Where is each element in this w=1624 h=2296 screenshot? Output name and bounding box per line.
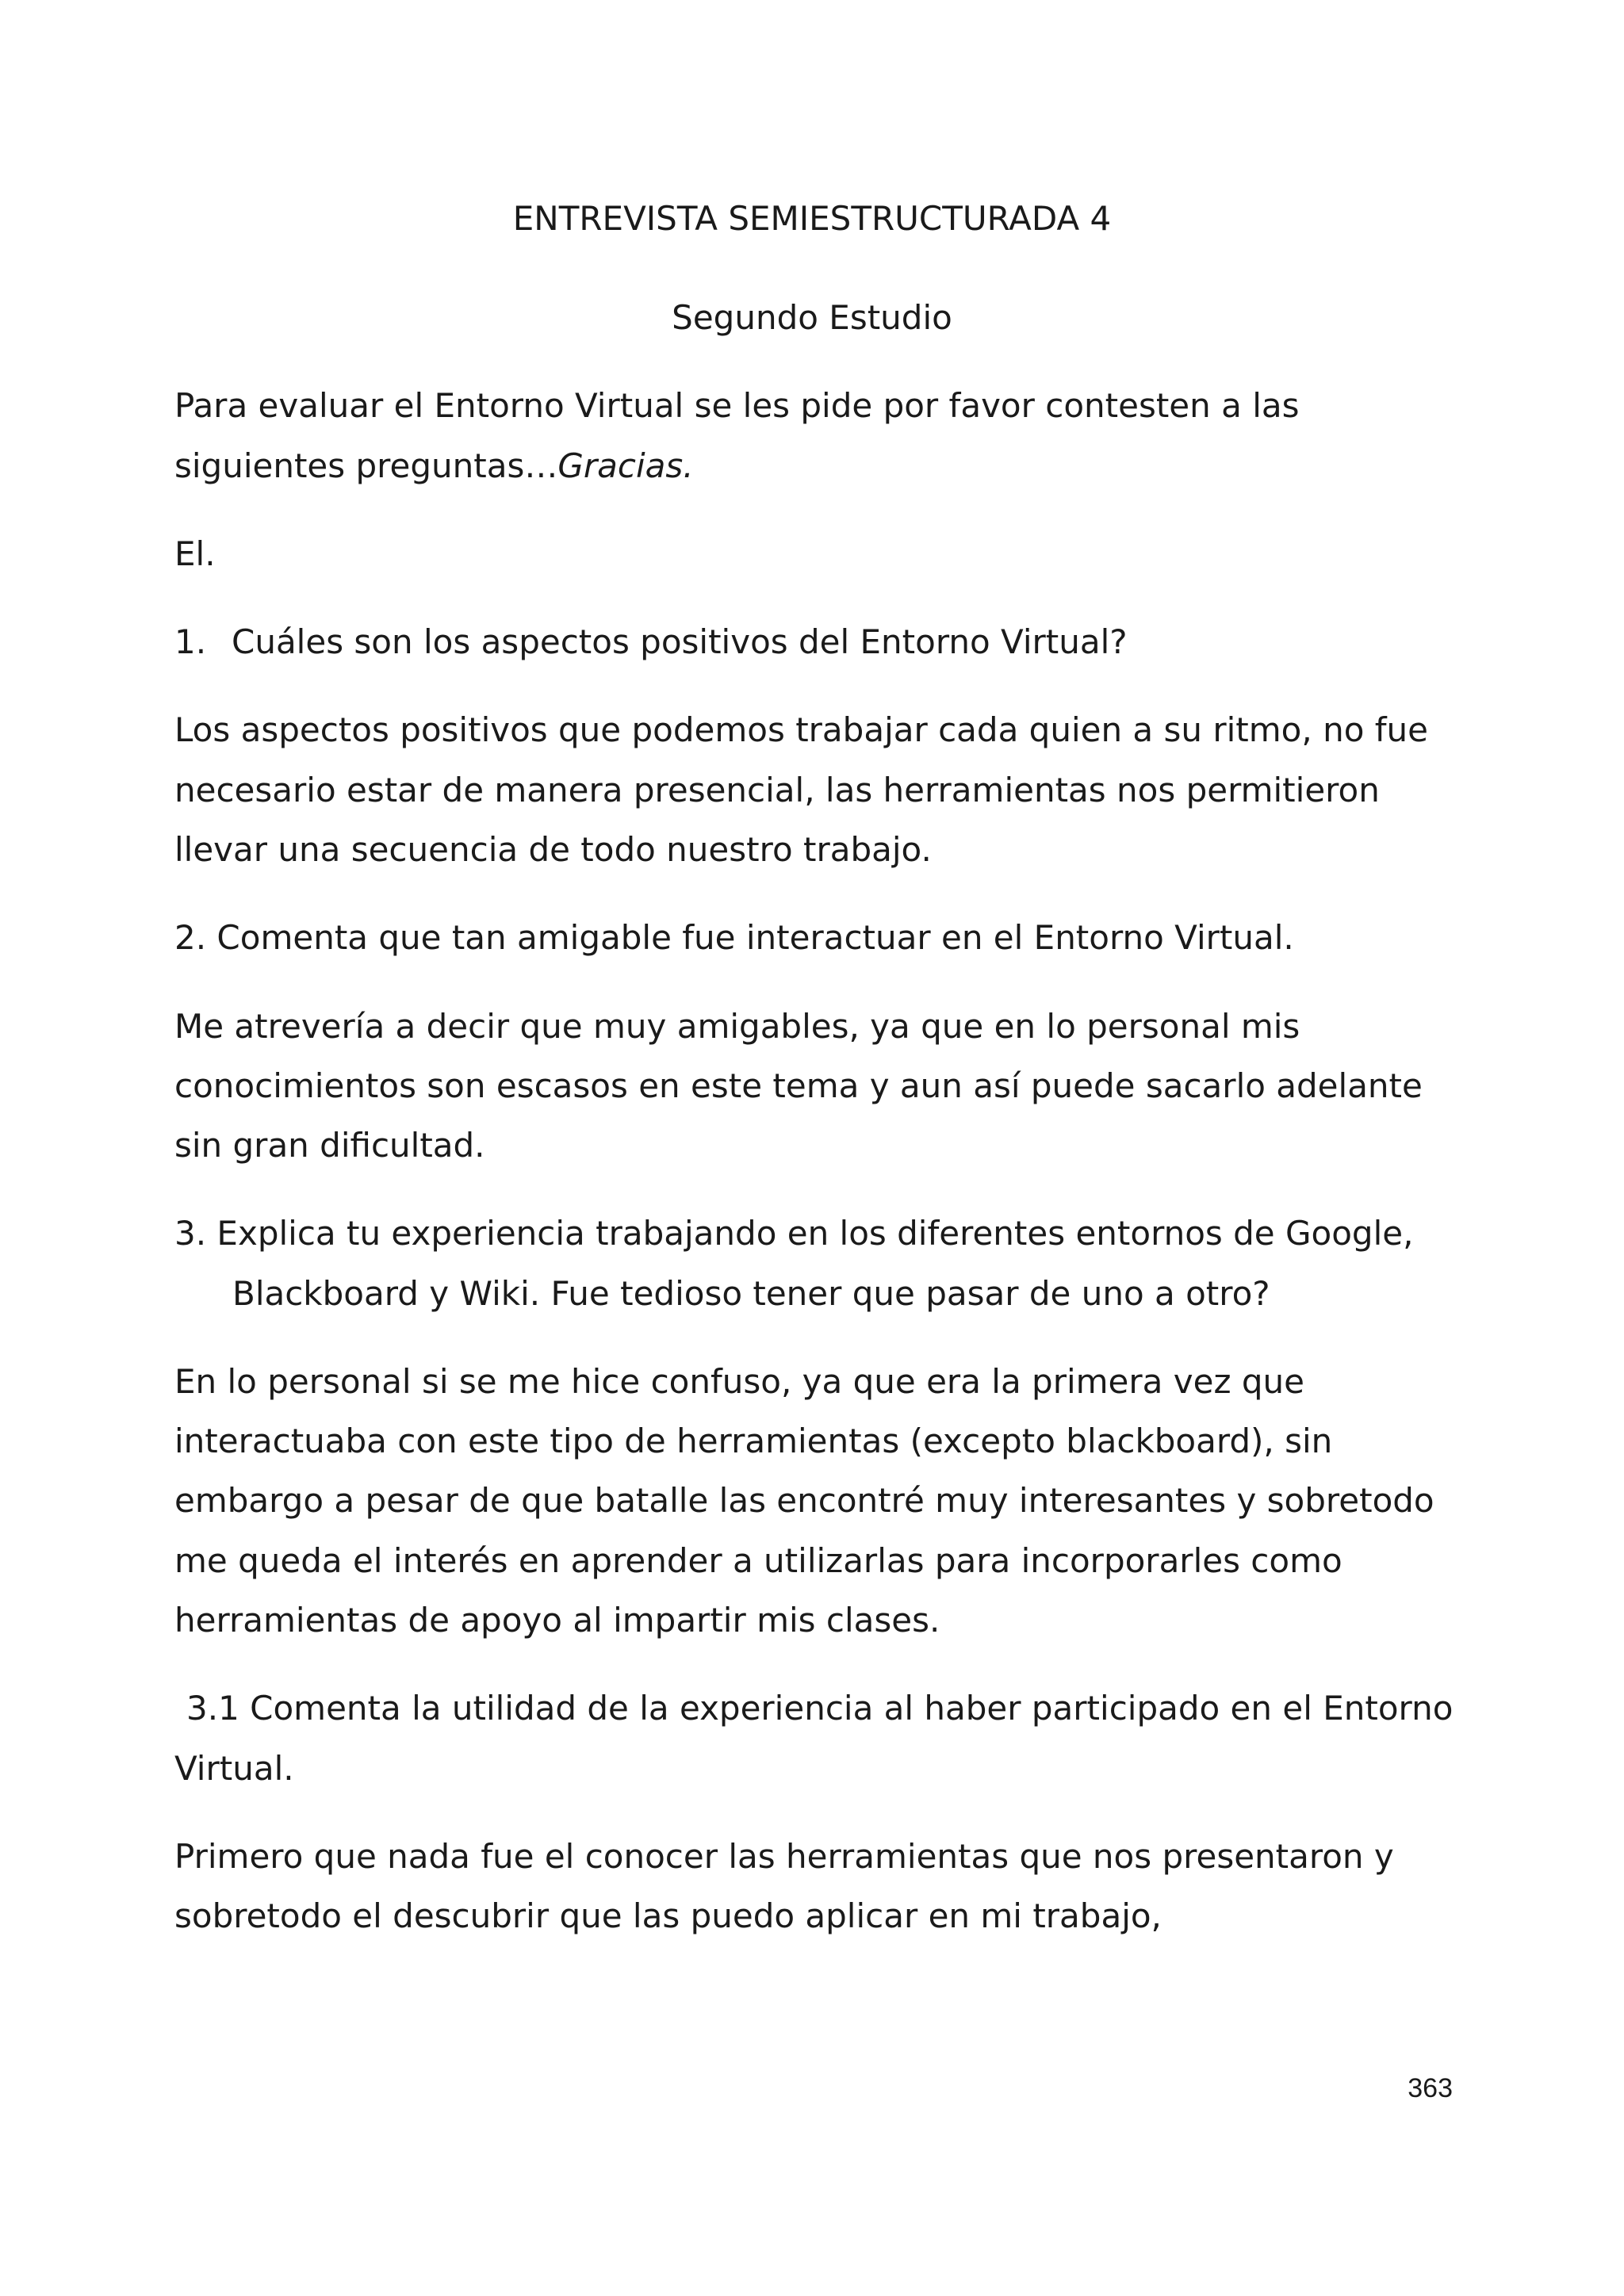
question-3-1-line-2: Virtual. [174, 1749, 294, 1788]
document-subtitle: Segundo Estudio [672, 298, 952, 337]
answer-3-1-line: sobretodo el descubrir que las puedo aplicar en mi trabajo, [174, 1896, 1162, 1935]
question-1-text: Cuáles son los aspectos positivos del Entorno Virtual? [232, 622, 1128, 661]
answer-1-line: llevar una secuencia de todo nuestro trabajo. [174, 830, 932, 869]
question-3-line-2: Blackboard y Wiki. Fue tedioso tener que pasar de uno a otro? [232, 1274, 1270, 1313]
question-3-1-line-1: 3.1 Comenta la utilidad de la experiencia al haber participado en el Entorno [186, 1689, 1454, 1728]
answer-1-line: Los aspectos positivos que podemos trabajar cada quien a su ritmo, no fue [174, 710, 1428, 749]
answer-3-line: embargo a pesar de que batalle las encontré muy interesantes y sobretodo [174, 1481, 1434, 1520]
question-1 [174, 612, 1128, 672]
answer-2-line: sin gran dificultad. [174, 1126, 485, 1165]
answer-3-line: herramientas de apoyo al impartir mis clases. [174, 1601, 940, 1640]
page-number: 363 [1408, 2073, 1453, 2103]
intro-thanks: Gracias. [557, 446, 694, 485]
document-title: ENTREVISTA SEMIESTRUCTURADA 4 [512, 199, 1112, 238]
question-1-number: 1. [174, 622, 207, 661]
intro-text: siguientes preguntas… [174, 446, 558, 485]
intro-line-2 [174, 436, 694, 496]
answer-3-line: me queda el interés en aprender a utilizarlas para incorporarles como [174, 1541, 1342, 1580]
answer-3-line: interactuaba con este tipo de herramientas (excepto blackboard), sin [174, 1422, 1333, 1460]
respondent-label: El. [174, 534, 216, 573]
answer-2-line: conocimientos son escasos en este tema y aun así puede sacarlo adelante [174, 1066, 1423, 1105]
question-3-line-1: 3. Explica tu experiencia trabajando en los diferentes entornos de Google, [174, 1214, 1414, 1253]
answer-3-1-line: Primero que nada fue el conocer las herramientas que nos presentaron y [174, 1837, 1394, 1876]
answer-1-line: necesario estar de manera presencial, las herramientas nos permitieron [174, 771, 1380, 809]
intro-line-1: Para evaluar el Entorno Virtual se les pide por favor contesten a las [174, 386, 1300, 425]
answer-2-line: Me atrevería a decir que muy amigables, ya que en lo personal mis [174, 1007, 1300, 1046]
answer-3-line: En lo personal si se me hice confuso, ya que era la primera vez que [174, 1362, 1304, 1401]
question-2: 2. Comenta que tan amigable fue interactuar en el Entorno Virtual. [174, 918, 1294, 957]
